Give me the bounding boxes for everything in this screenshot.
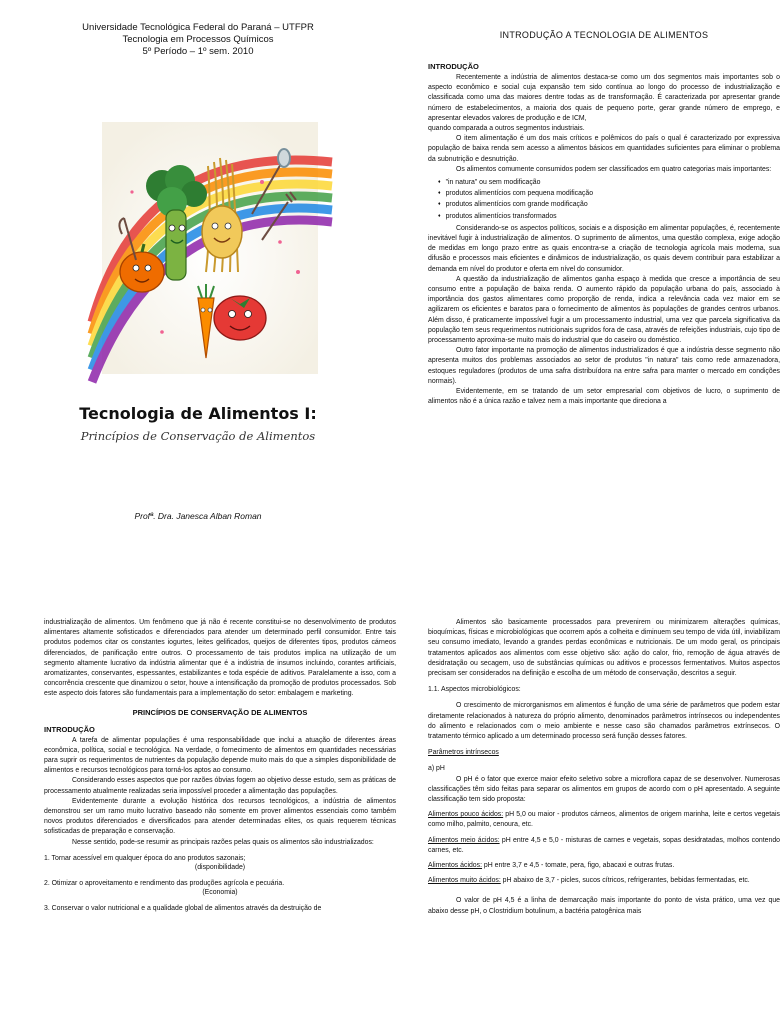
category-list xyxy=(428,177,780,222)
term-label: 5º Período – 1º sem. 2010 xyxy=(142,46,254,57)
paragraph: Considerando-se os aspectos políticos, sociais e a disposição em alimentar populações, é, recentemente inevitável fugir à industrialização de alimentos. O suprimento de alimentos, uma questão complexa, exige adoção de medidas em longo prazo entre as quais encontra-se a criação de tecnologia agrícola mais moderna, sua difusão e processos mais eficientes e dinâmicos de industrialização, os quais devem contribuir para estabilizar a demanda em nível do produtor e oferta em nível do consumidor. xyxy=(428,224,780,273)
ph-class-text: pH abaixo de 3,7 - picles, sucos cítricos, refrigerantes, bebidas fermentadas, etc. xyxy=(500,877,750,885)
ph-class-label: Alimentos ácidos: xyxy=(428,862,483,870)
paragraph: Evidentemente, em se tratando de um setor empresarial com objetivos de lucro, o suprimento de alimentos não é a única razão e talvez nem a mais importante que direciona a xyxy=(428,388,780,406)
tomato-character xyxy=(214,296,266,340)
paragraph: Outro fator importante na promoção de alimentos industrializados é que a indústria desse segmento não apresenta muitos dos problemas associados ao setor de produtos "in natura" tais como rede armazenadora, estoques reguladores (produtos de uma safra distribuídora na entre safra para manter o mercado em condições normais). xyxy=(428,347,780,385)
paragraph: Alimentos são basicamente processados para prevenirem ou minimizarem alterações químicas, bioquímicas, físicas e microbiológicas que ocorrem após a colheita e diminuem seu tempo de vida útil, inviabilizam seu consumo imediato, levando a grandes perdas econômicas e nutricionais. De um modo geral, os principais tratamentos aplicados aos alimentos com esse objetivo são: ação do calor, frio, remoção de água através de desidratação ou secagem, uso de substâncias químicas ou aditivos e processos fermentativos. Muitos aspectos precisam ser considerados na definição e escolha de um método de conservação, descritos a seguir. xyxy=(428,619,780,678)
intro-page xyxy=(428,22,780,512)
author-name: Profª. Dra. Janesca Alban Roman xyxy=(134,511,262,521)
list-item: ♦ produtos alimentícios com pequena modificação xyxy=(438,188,780,199)
paragraph: Nesse sentido, pode-se resumir as principais razões pelas quais os alimentos são industrializados: xyxy=(72,838,374,846)
list-item: ♦ produtos alimentícios transformados xyxy=(438,211,780,222)
paragraph: Os alimentos comumente consumidos podem ser classificados em quatro categorias mais importantes: xyxy=(456,165,772,173)
reason-note: (disponibilidade) xyxy=(194,863,246,871)
document-subtitle: Princípios de Conservação de Alimentos xyxy=(80,429,316,443)
list-item xyxy=(44,904,396,913)
paragraph: Evidentemente durante a evolução histórica dos recursos tecnológicos, a indústria de alimentos demonstrou ser um ramo muito lucrativo baseado não somente em prover alimentos essenciais como também novos produtos diferenciados e diversificados para atender determinadas elites, os quais requerem técnicas sofisticadas de preparação e conservação. xyxy=(44,797,396,836)
paragraph: O crescimento de microrganismos em alimentos é função de uma série de parâmetros que podem estar diretamente relacionados à natureza do próprio alimento, denominados parâmetros intrínsecos ou independentes do alimento e relacionados com o meio ambiente e nesse caso são chamados parâmetros extrínsecos. O tratamento térmico aplicado a um determinado processo será função desses fatores. xyxy=(428,702,780,741)
ph-class xyxy=(428,861,780,871)
paragraph: A tarefa de alimentar populações é uma responsabilidade que inclui a atuação de diferentes áreas econômica, política, social e tecnológica. Na verdade, o fornecimento de alimentos em quantidades necessárias para suprir os requerimentos de nutrientes da população depende muito mais do que a simples disponibilidade de alimentos e recursos tecnológicos para torná-los aptos ao consumo. xyxy=(44,736,396,775)
section-heading: INTRODUÇÃO xyxy=(44,724,95,734)
ph-class xyxy=(428,836,780,856)
list-item: ♦ produtos alimentícios com grande modificação xyxy=(438,199,780,210)
paragraph: O valor de pH 4,5 é a linha de demarcação mais importante do ponto de vista prático, uma vez que abaixo desse pH, o Clostridium botulinum, a bactéria patogênica mais xyxy=(428,897,780,915)
ph-class-text: pH entre 3,7 e 4,5 - tomate, pera, figo, abacaxi e outras frutas. xyxy=(482,862,675,870)
ph-class xyxy=(428,876,780,886)
document-title: Tecnologia de Alimentos I: xyxy=(79,404,317,423)
paragraph: industrialização de alimentos. Um fenômeno que já não é recente constitui-se no desenvolvimento de produtos alimentares altamente sofisticados e diferenciados para atender um determinado perfil consumidor. Entre tais produtos podemos citar os constantes iogurtes, leites gelificados, queijos de diferentes tipos, produtos cárneos diferenciados, de panificação entre outros. O processamento de tais produtos implica na utilização de um segmento altamente lucrativo da indústria alimentar que é a indústria de insumos incluindo, corantes artificiais, aromatizantes, conservantes, espessantes, estabilizantes e toda espécie de aditivos. Paralelamente a isso, com a concorrência crescente que dinamizou o setor, houve a intensificação da promoção de produtos processados. Sob este aspecto dois fatores são fundamentais para a implementação do setor: embalagem e marketing. xyxy=(44,619,396,698)
cover-illustration xyxy=(102,122,318,374)
subsection-heading: a) pH xyxy=(428,765,445,773)
course-name: Tecnologia em Processos Químicos xyxy=(122,34,274,45)
ph-class-label: Alimentos muito ácidos: xyxy=(428,877,501,885)
list-item xyxy=(44,879,396,897)
microbiology-page xyxy=(428,618,780,1024)
section-heading: INTRODUÇÃO xyxy=(428,62,479,71)
chapter-heading: PRINCÍPIOS DE CONSERVAÇÃO DE ALIMENTOS xyxy=(132,707,308,717)
list-item xyxy=(44,854,396,872)
reason-text: 1. Tornar acessível em qualquer época do ano produtos sazonais; xyxy=(44,854,246,862)
reason-note: (Economia) xyxy=(202,888,238,896)
page-header: INTRODUÇÃO A TECNOLOGIA DE ALIMENTOS xyxy=(499,30,709,40)
paragraph: A questão da industrialização de alimentos ganha espaço à medida que cresce a importância de seu consumo entre a população de baixa renda. O aumento rápido da população urbana do país, associado à importância dos gastos alimentares como proporção de renda, indica a relevância cada vez maior em se agilizarem os eficientes e baratos para o fornecimento de alimentos às populações de grandes centros urbanos. Além disso, é praticamente impossível fugir a um processamento industrial, uma vez que parcela significativa da população tem seus requerimentos nutricionais supridos fora de casa, através de refeições industriais, cujo tipo de processamento aproxima-se muito mais do industrial que do caseiro ou doméstico. xyxy=(428,275,780,345)
list-item: ♦ "in natura" ou sem modificação xyxy=(438,177,780,188)
paragraph: O pH é o fator que exerce maior efeito seletivo sobre a microflora capaz de se desenvolver. Numerosas classificações têm sido feitas para separar os alimentos em grupos de acordo com o pH apresentado. A seguinte classificação tem sido proposta: xyxy=(428,775,780,804)
cover-page xyxy=(22,22,374,521)
institution-name: Universidade Tecnológica Federal do Paraná – UTFPR xyxy=(82,22,314,33)
paragraph: Considerando esses aspectos que por razões óbvias fogem ao objetivo desse estudo, sem as práticas de processamento atualmente realizadas seria impossível proceder a alimentação das populações. xyxy=(44,777,396,795)
section-heading: 1.1. Aspectos microbiológicos: xyxy=(428,686,521,694)
reasons-list xyxy=(44,854,396,913)
paragraph: O item alimentação é um dos mais críticos e polêmicos do país o qual é caracterizado por expressiva população de baixa renda sem acesso a alimentos básicos em quantidades suficientes para eliminar o problema da subnutrição e desnutrição. xyxy=(428,135,780,163)
ph-class-text: pH entre 4,5 e 5,0 - misturas de carnes e vegetais, sopas desidratadas, molhos contendo carnes, etc. xyxy=(428,836,780,854)
subsection-heading: Parâmetros intrínsecos xyxy=(428,749,499,757)
paragraph: quando comparada a outros segmentos industriais. xyxy=(428,125,585,133)
principles-page xyxy=(44,618,396,1024)
reason-text: 2. Otimizar o aproveitamento e rendimento das produções agrícola e pecuária. xyxy=(44,879,285,887)
reason-text: 3. Conservar o valor nutricional e a qualidade global de alimentos através da destruição de xyxy=(44,904,322,912)
ph-class-text: pH 5,0 ou maior - produtos cárneos, alimentos de origem marinha, leite e certos vegetais como milho, palmito, cenoura, etc. xyxy=(428,811,780,829)
paragraph: Recentemente a indústria de alimentos destaca-se como um dos segmentos mais importantes sob o aspecto econômico e social cuja expansão tem sido contínua ao longo do processo de industrialização e classificada como uma das maiores dentre todas as de transformação. É caracterizada por apresentar grande número de estabelecimentos, a maioria dos quais de pequeno porte, gerar grande número de emprego, e apresentar elevados valores de produção e de ICM, xyxy=(428,74,780,122)
ph-class-label: Alimentos meio ácidos: xyxy=(428,836,500,844)
ph-class-label: Alimentos pouco ácidos: xyxy=(428,811,504,819)
ph-class xyxy=(428,810,780,830)
